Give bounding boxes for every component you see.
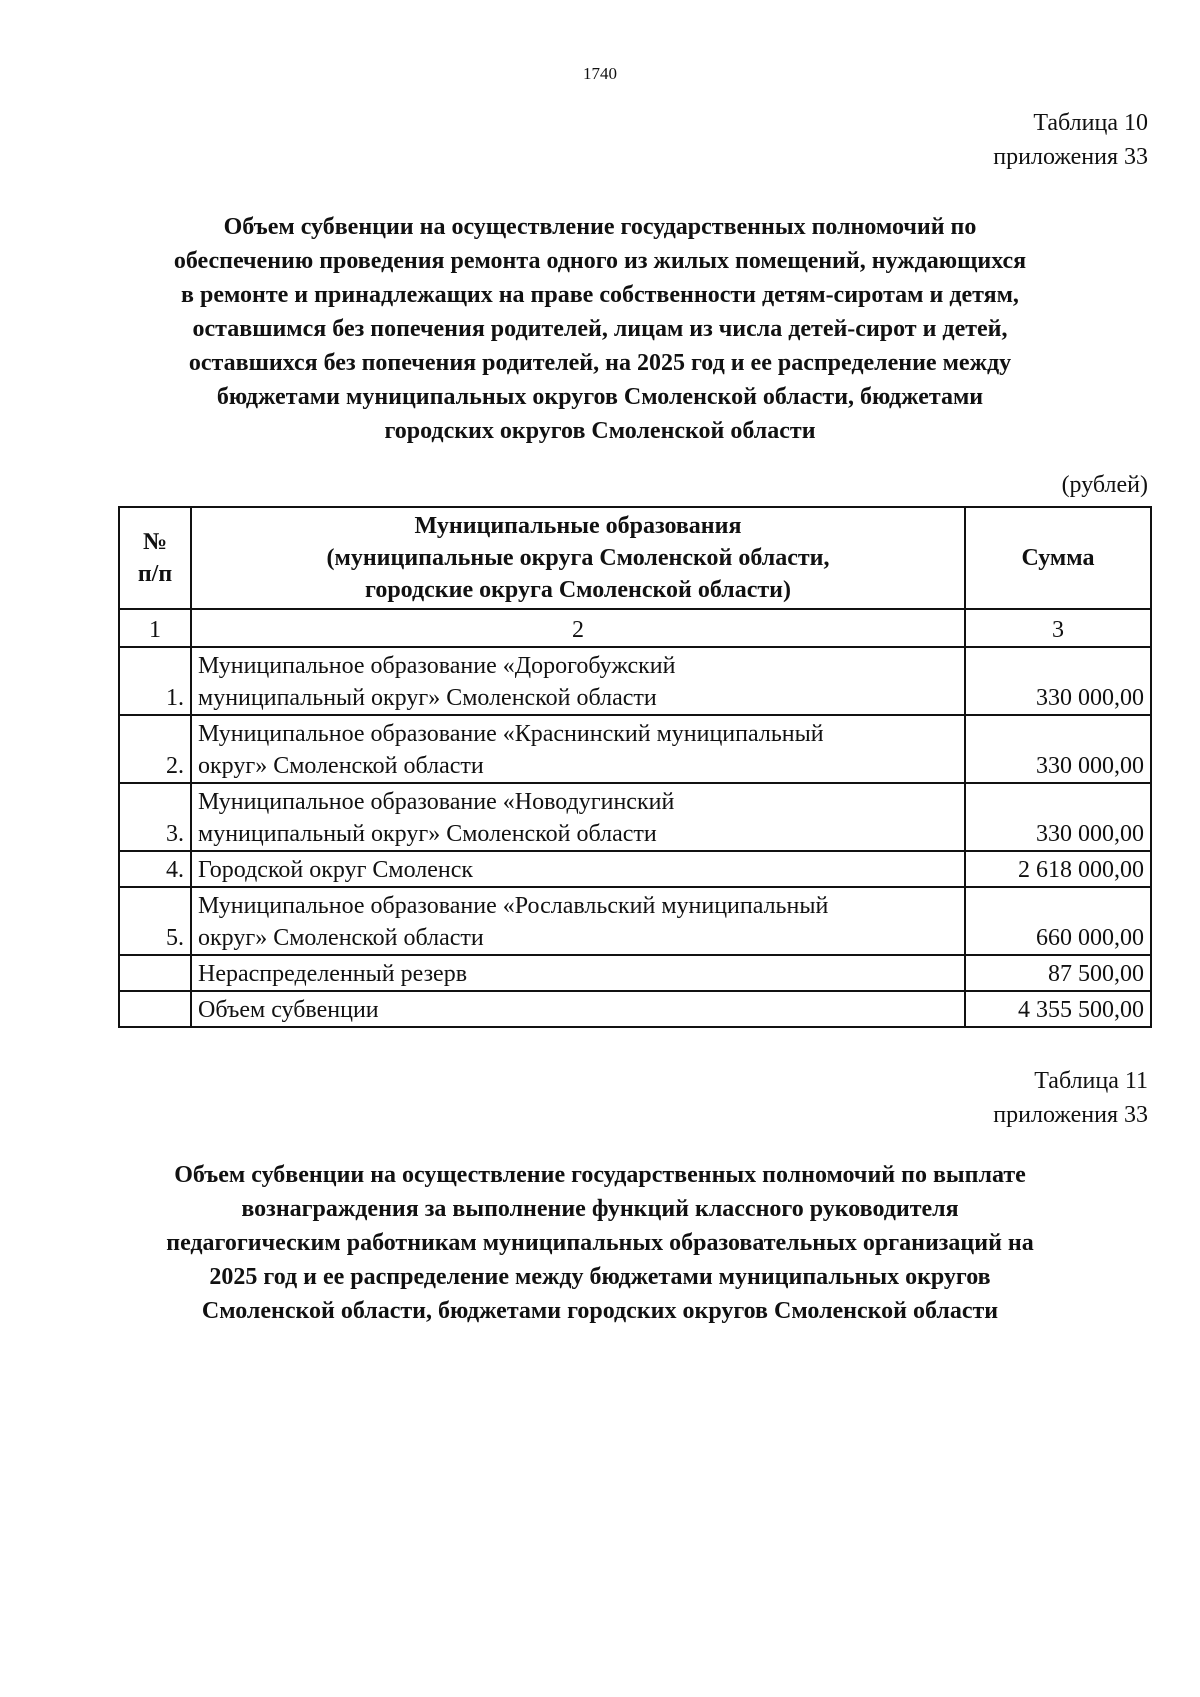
row-municipality-line1: Муниципальное образование «Дорогобужский xyxy=(198,653,676,679)
title-line: оставшимся без попечения родителей, лицам из числа детей-сирот и детей, xyxy=(192,316,1008,342)
row-municipality-line1: Муниципальное образование «Рославльский муниципальный xyxy=(198,893,829,919)
row-municipality-line2: муниципальный округ» Смоленской области xyxy=(198,821,657,847)
header-municipality-line1: Муниципальные образования xyxy=(414,513,742,539)
header-number-line1: № xyxy=(142,529,168,555)
table-11-ref-line1: Таблица 11 xyxy=(1034,1068,1148,1094)
header-number-line2: п/п xyxy=(137,561,173,587)
header-sum: Сумма xyxy=(965,507,1151,609)
row-municipality xyxy=(191,715,965,783)
title-line: Объем субвенции на осуществление государственных полномочий по выплате xyxy=(174,1162,1026,1188)
title-line: оставшихся без попечения родителей, на 2025 год и ее распределение между xyxy=(188,350,1012,376)
header-municipality-line2: (муниципальные округа Смоленской области, xyxy=(326,545,830,571)
row-number: 1. xyxy=(119,647,191,715)
units-label: (рублей) xyxy=(1061,472,1148,498)
total-label: Объем субвенции xyxy=(191,991,965,1027)
row-municipality-line2: муниципальный округ» Смоленской области xyxy=(198,685,657,711)
title-line: вознаграждения за выполнение функций классного руководителя xyxy=(241,1196,959,1222)
total-row xyxy=(119,991,1151,1027)
title-line: в ремонте и принадлежащих на праве собственности детям-сиротам и детям, xyxy=(181,282,1019,308)
row-municipality-line1: Муниципальное образование «Краснинский муниципальный xyxy=(198,721,824,747)
table-row xyxy=(119,887,1151,955)
column-number: 1 xyxy=(119,609,191,647)
header-number xyxy=(119,507,191,609)
table-10-reference xyxy=(993,106,1148,174)
table-10-ref-line1: Таблица 10 xyxy=(1033,110,1148,136)
row-municipality-line2: округ» Смоленской области xyxy=(198,753,484,779)
reserve-label: Нераспределенный резерв xyxy=(191,955,965,991)
row-sum: 330 000,00 xyxy=(965,647,1151,715)
row-number: 2. xyxy=(119,715,191,783)
table-row xyxy=(119,851,1151,887)
title-line: обеспечению проведения ремонта одного из жилых помещений, нуждающихся xyxy=(173,248,1027,274)
row-municipality-line2: округ» Смоленской области xyxy=(198,925,484,951)
table-row xyxy=(119,783,1151,851)
row-sum: 660 000,00 xyxy=(965,887,1151,955)
table-header-row xyxy=(119,507,1151,609)
total-sum: 4 355 500,00 xyxy=(965,991,1151,1027)
title-line: бюджетами муниципальных округов Смоленской области, бюджетами xyxy=(216,384,984,410)
row-number: 4. xyxy=(119,851,191,887)
row-sum: 330 000,00 xyxy=(965,715,1151,783)
reserve-sum: 87 500,00 xyxy=(965,955,1151,991)
column-number: 3 xyxy=(965,609,1151,647)
title-line: городских округов Смоленской области xyxy=(384,418,816,444)
reserve-number-empty xyxy=(119,955,191,991)
column-numbers-row xyxy=(119,609,1151,647)
table-row xyxy=(119,647,1151,715)
table-11-title xyxy=(60,1158,1140,1328)
table-row xyxy=(119,715,1151,783)
row-sum: 330 000,00 xyxy=(965,783,1151,851)
row-sum: 2 618 000,00 xyxy=(965,851,1151,887)
header-municipality xyxy=(191,507,965,609)
row-municipality xyxy=(191,887,965,955)
row-municipality xyxy=(191,647,965,715)
table-10-ref-line2: приложения 33 xyxy=(993,144,1148,170)
table-11-ref-line2: приложения 33 xyxy=(993,1102,1148,1128)
table-11-reference xyxy=(993,1064,1148,1132)
subvention-table xyxy=(118,506,1152,1028)
title-line: Смоленской области, бюджетами городских округов Смоленской области xyxy=(201,1298,999,1324)
title-line: Объем субвенции на осуществление государственных полномочий по xyxy=(223,214,977,240)
column-number: 2 xyxy=(191,609,965,647)
row-municipality: Городской округ Смоленск xyxy=(191,851,965,887)
row-municipality xyxy=(191,783,965,851)
row-number: 5. xyxy=(119,887,191,955)
row-number: 3. xyxy=(119,783,191,851)
reserve-row xyxy=(119,955,1151,991)
table-10-title xyxy=(60,210,1140,448)
title-line: 2025 год и ее распределение между бюджетами муниципальных округов xyxy=(209,1264,991,1290)
row-municipality-line1: Муниципальное образование «Новодугинский xyxy=(198,789,675,815)
total-number-empty xyxy=(119,991,191,1027)
header-municipality-line3: городские округа Смоленской области) xyxy=(365,577,791,603)
page-number: 1740 xyxy=(583,64,617,83)
title-line: педагогическим работникам муниципальных образовательных организаций на xyxy=(166,1230,1034,1256)
